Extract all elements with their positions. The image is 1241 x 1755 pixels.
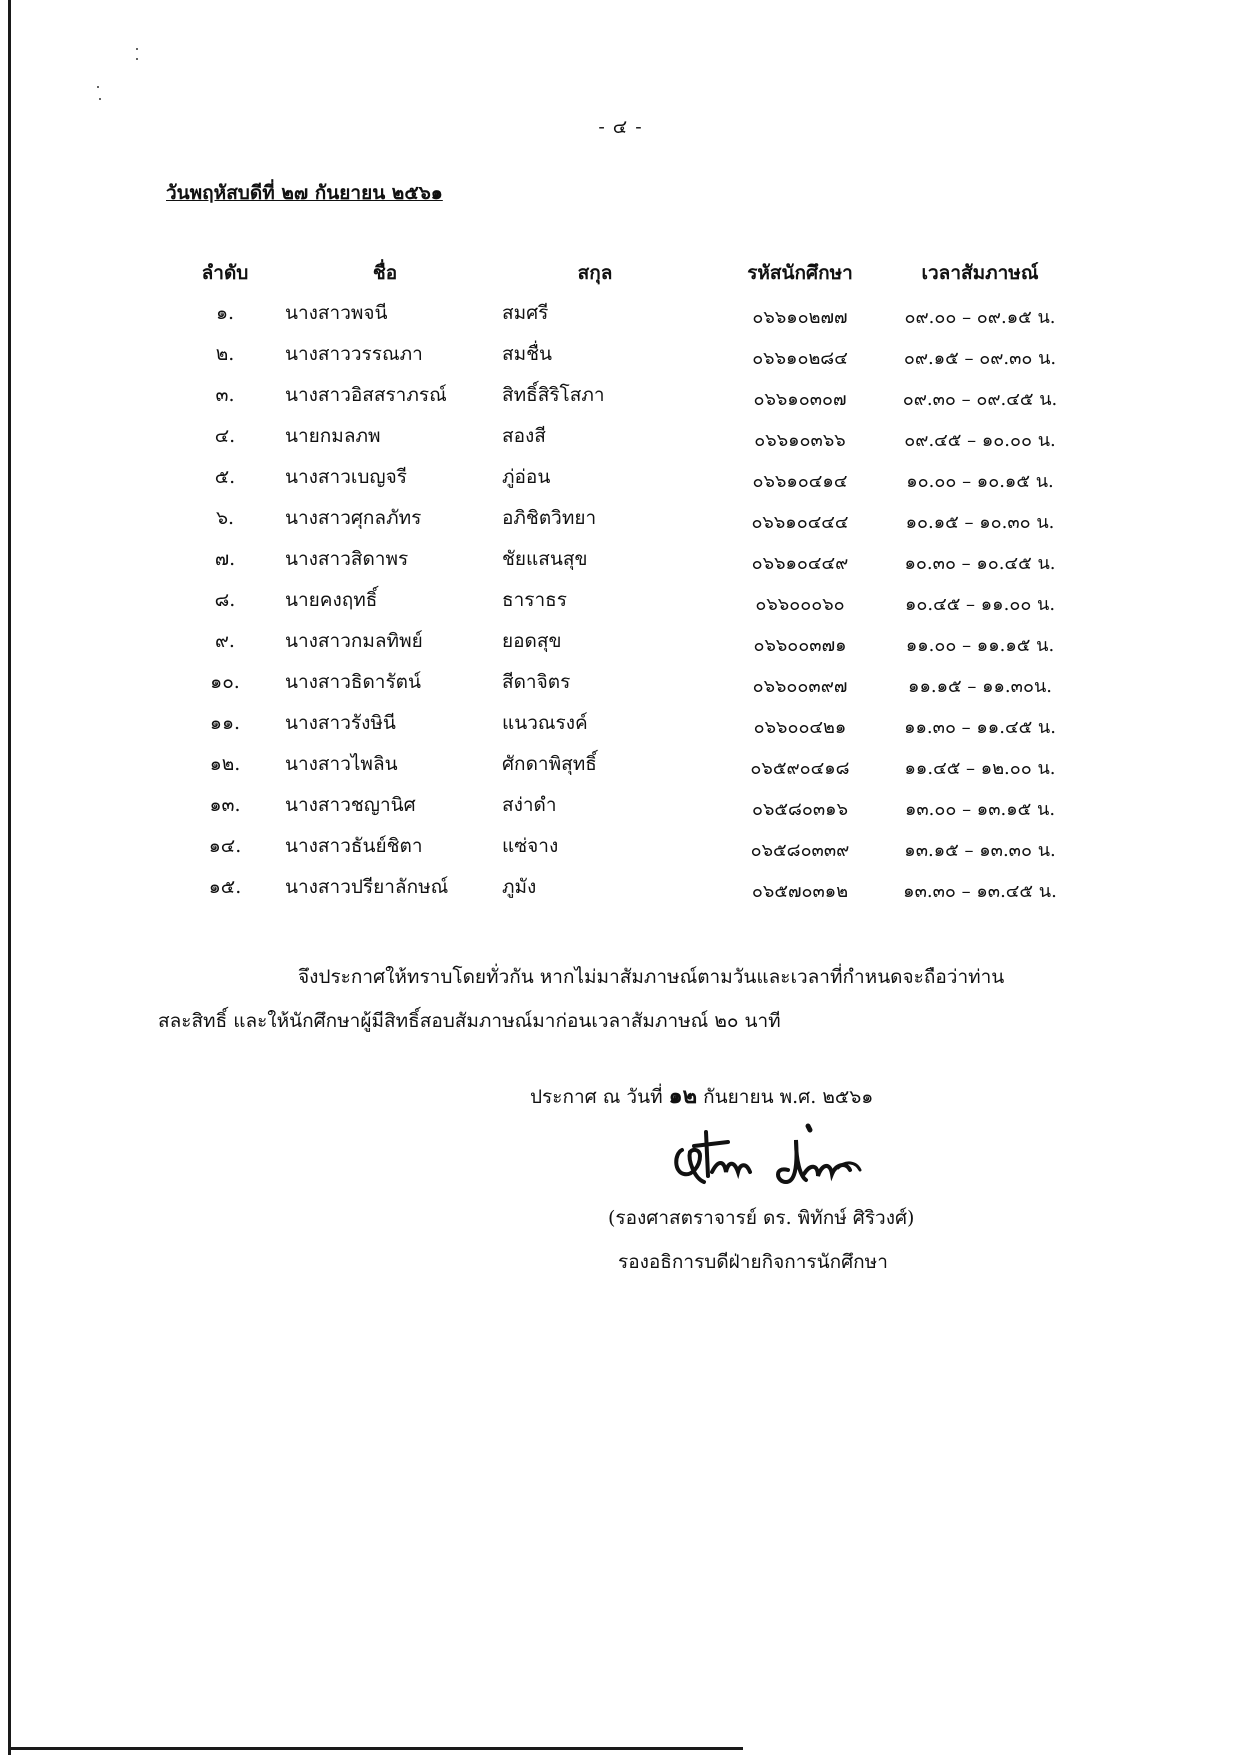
signer-name: (รองศาสตราจารย์ ดร. พิทักษ์ ศิริวงศ์) bbox=[608, 1207, 915, 1229]
column-header-student-id: รหัสนักศึกษา bbox=[747, 262, 853, 284]
cell-interview-time: ๑๓.๐๐ – ๑๓.๑๕ น. bbox=[904, 799, 1056, 820]
column-header-interview-time: เวลาสัมภาษณ์ bbox=[921, 262, 1039, 284]
cell-name: นางสาวอิสสราภรณ์ bbox=[285, 384, 447, 406]
cell-surname: สมศรี bbox=[502, 302, 549, 324]
cell-surname: สองสี bbox=[502, 425, 546, 447]
scan-speck bbox=[136, 58, 138, 60]
interview-schedule-table bbox=[190, 258, 1090, 913]
notice-line-2: สละสิทธิ์ และให้นักศึกษาผู้มีสิทธิ์สอบสัมภาษณ์มาก่อนเวลาสัมภาษณ์ ๒๐ นาที bbox=[158, 1010, 781, 1032]
table-row bbox=[190, 667, 1090, 708]
cell-order: ๑๓. bbox=[209, 794, 241, 816]
cell-name: นางสาวธิดารัตน์ bbox=[285, 671, 422, 693]
column-header-order: ลำดับ bbox=[201, 262, 249, 284]
cell-surname: ศักดาพิสุทธิ์ bbox=[502, 753, 597, 775]
cell-name: นางสาวธันย์ชิตา bbox=[285, 835, 423, 857]
column-header-name: ชื่อ bbox=[372, 262, 398, 284]
cell-surname: ชัยแสนสุข bbox=[502, 548, 588, 570]
cell-student-id: ๐๖๖๑๐๔๔๙ bbox=[751, 553, 849, 574]
cell-student-id: ๐๖๖๐๐๓๙๗ bbox=[752, 676, 848, 697]
table-row bbox=[190, 831, 1090, 872]
cell-interview-time: ๑๐.๑๕ – ๑๐.๓๐ น. bbox=[905, 512, 1055, 533]
cell-student-id: ๐๖๕๙๐๔๑๘ bbox=[750, 758, 850, 779]
cell-interview-time: ๐๙.๓๐ – ๐๙.๔๕ น. bbox=[902, 389, 1058, 410]
cell-name: นางสาวสิดาพร bbox=[285, 548, 409, 570]
cell-name: นางสาววรรณภา bbox=[285, 343, 423, 365]
cell-interview-time: ๑๓.๓๐ – ๑๓.๔๕ น. bbox=[903, 881, 1057, 902]
cell-order: ๖. bbox=[215, 507, 235, 529]
cell-surname: ยอดสุข bbox=[502, 630, 562, 652]
scan-speck bbox=[136, 48, 138, 50]
table-row bbox=[190, 585, 1090, 626]
cell-order: ๑. bbox=[215, 302, 235, 324]
cell-interview-time: ๑๐.๓๐ – ๑๐.๔๕ น. bbox=[904, 553, 1056, 574]
page-number: - ๔ - bbox=[598, 116, 643, 138]
cell-interview-time: ๐๙.๔๕ – ๑๐.๐๐ น. bbox=[904, 430, 1056, 451]
cell-interview-time: ๑๑.๐๐ – ๑๑.๑๕ น. bbox=[905, 635, 1055, 656]
cell-interview-time: ๑๐.๐๐ – ๑๐.๑๕ น. bbox=[906, 471, 1054, 492]
cell-order: ๑๕. bbox=[208, 876, 242, 898]
cell-surname: แนวณรงค์ bbox=[502, 712, 588, 734]
cell-order: ๗. bbox=[214, 548, 236, 570]
page-edge-bottom bbox=[8, 1747, 743, 1750]
cell-interview-time: ๑๑.๔๕ – ๑๒.๐๐ น. bbox=[904, 758, 1056, 779]
scan-speck bbox=[99, 98, 101, 100]
cell-name: นายกมลภพ bbox=[285, 425, 381, 447]
page-edge-left bbox=[8, 0, 11, 1755]
cell-order: ๙. bbox=[215, 630, 235, 652]
table-row bbox=[190, 339, 1090, 380]
announcement-suffix: กันยายน พ.ศ. ๒๕๖๑ bbox=[703, 1086, 874, 1108]
cell-student-id: ๐๖๖๐๐๔๒๑ bbox=[753, 717, 847, 738]
cell-surname: ภูมัง bbox=[502, 876, 537, 898]
notice-paragraph bbox=[158, 955, 1118, 1043]
cell-order: ๓. bbox=[215, 384, 235, 406]
cell-order: ๘. bbox=[214, 589, 236, 611]
cell-order: ๒. bbox=[215, 343, 235, 365]
cell-name: นางสาวชญานิศ bbox=[285, 794, 416, 816]
cell-student-id: ๐๖๖๐๐๓๗๑ bbox=[753, 635, 847, 656]
cell-interview-time: ๐๙.๑๕ – ๐๙.๓๐ น. bbox=[903, 348, 1057, 369]
table-row bbox=[190, 708, 1090, 749]
cell-student-id: ๐๖๕๘๐๓๑๖ bbox=[751, 799, 849, 820]
table-header-row bbox=[190, 258, 1090, 298]
handwritten-signature bbox=[670, 1120, 880, 1200]
cell-surname: สมชื่น bbox=[502, 343, 553, 365]
announcement-prefix: ประกาศ ณ วันที่ bbox=[530, 1086, 663, 1108]
announcement-date bbox=[530, 1078, 873, 1113]
table-row bbox=[190, 749, 1090, 790]
cell-student-id: ๐๖๖๑๐๔๑๔ bbox=[752, 471, 848, 492]
table-row bbox=[190, 503, 1090, 544]
table-row bbox=[190, 298, 1090, 339]
cell-student-id: ๐๖๖๑๐๒๘๔ bbox=[752, 348, 848, 369]
cell-surname: สิทธิ์สิริโสภา bbox=[502, 384, 605, 406]
table-row bbox=[190, 462, 1090, 503]
scan-speck bbox=[97, 86, 99, 88]
cell-name: นางสาวศุกลภัทร bbox=[285, 507, 422, 529]
cell-interview-time: ๑๑.๓๐ – ๑๑.๔๕ น. bbox=[904, 717, 1056, 738]
signer-title: รองอธิการบดีฝ่ายกิจการนักศึกษา bbox=[618, 1251, 888, 1273]
cell-name: นางสาวเบญจรี bbox=[285, 466, 407, 488]
cell-order: ๑๔. bbox=[208, 835, 242, 857]
cell-name: นางสาวไพลิน bbox=[285, 753, 398, 775]
cell-order: ๔. bbox=[214, 425, 236, 447]
cell-surname: ธาราธร bbox=[502, 589, 567, 611]
table-row bbox=[190, 544, 1090, 585]
cell-order: ๕. bbox=[214, 466, 236, 488]
cell-surname: สีดาจิตร bbox=[502, 671, 571, 693]
table-body bbox=[190, 298, 1090, 913]
cell-student-id: ๐๖๖๑๐๓๖๖ bbox=[754, 430, 846, 451]
table-row bbox=[190, 421, 1090, 462]
cell-name: นางสาวกมลทิพย์ bbox=[285, 630, 423, 652]
column-header-surname: สกุล bbox=[577, 262, 613, 284]
table-row bbox=[190, 380, 1090, 421]
cell-surname: ภู่อ่อน bbox=[502, 466, 551, 488]
section-heading: วันพฤหัสบดีที่ ๒๗ กันยายน ๒๕๖๑ bbox=[166, 182, 443, 204]
notice-line-1: จึงประกาศให้ทราบโดยทั่วกัน หากไม่มาสัมภาษณ์ตามวันและเวลาที่กำหนดจะถือว่าท่าน bbox=[298, 966, 1005, 988]
cell-interview-time: ๑๓.๑๕ – ๑๓.๓๐ น. bbox=[904, 840, 1056, 861]
cell-interview-time: ๑๐.๔๕ – ๑๑.๐๐ น. bbox=[904, 594, 1056, 615]
cell-surname: อภิชิตวิทยา bbox=[502, 507, 597, 529]
cell-name: นางสาวปรียาลักษณ์ bbox=[285, 876, 449, 898]
cell-surname: แซ่จาง bbox=[502, 835, 559, 857]
cell-order: ๑๐. bbox=[210, 671, 240, 693]
cell-interview-time: ๐๙.๐๐ – ๐๙.๑๕ น. bbox=[904, 307, 1056, 328]
cell-student-id: ๐๖๕๗๐๓๑๒ bbox=[751, 881, 849, 902]
cell-student-id: ๐๖๕๘๐๓๓๙ bbox=[750, 840, 850, 861]
cell-interview-time: ๑๑.๑๕ – ๑๑.๓๐น. bbox=[908, 676, 1052, 697]
cell-name: นางสาวพจนี bbox=[285, 302, 388, 324]
cell-name: นางสาวรังษินี bbox=[285, 712, 396, 734]
table-row bbox=[190, 790, 1090, 831]
cell-student-id: ๐๖๖๐๐๐๖๐ bbox=[755, 594, 845, 615]
cell-student-id: ๐๖๖๑๐๒๗๗ bbox=[752, 307, 848, 328]
cell-order: ๑๑. bbox=[209, 712, 241, 734]
announcement-day: ๑๒ bbox=[668, 1083, 698, 1109]
cell-student-id: ๐๖๖๑๐๓๐๗ bbox=[753, 389, 847, 410]
cell-surname: สง่าดำ bbox=[502, 794, 557, 816]
cell-order: ๑๒. bbox=[209, 753, 241, 775]
cell-student-id: ๐๖๖๑๐๔๔๔ bbox=[751, 512, 849, 533]
cell-name: นายคงฤทธิ์ bbox=[285, 589, 378, 611]
table-row bbox=[190, 872, 1090, 913]
table-row bbox=[190, 626, 1090, 667]
